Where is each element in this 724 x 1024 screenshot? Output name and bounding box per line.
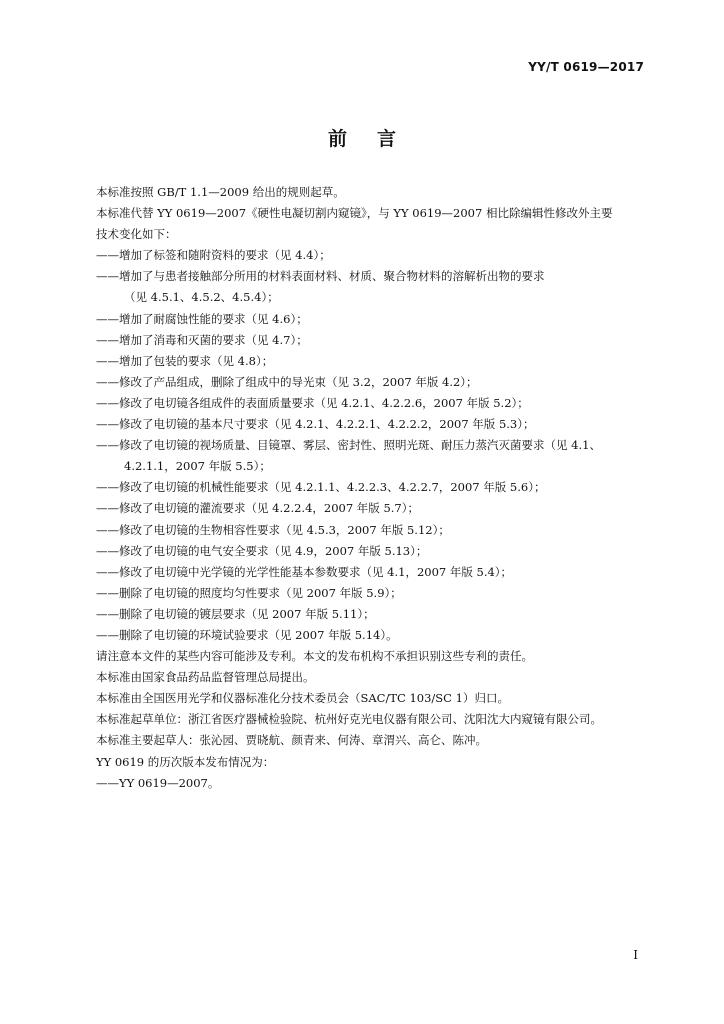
change-item: ——修改了电切镜的灌流要求（见 4.2.2.4，2007 年版 5.7）； <box>96 501 420 516</box>
paragraph-main-drafters: 本标准主要起草人：张沁园、贾晓航、颜青来、何涛、章渭兴、高仑、陈冲。 <box>96 733 487 748</box>
change-item: ——增加了与患者接触部分所用的材料表面材料、材质、聚合物材料的溶解析出物的要求 <box>96 269 545 284</box>
change-item: ——修改了电切镜的电气安全要求（见 4.9，2007 年版 5.13）； <box>96 543 428 558</box>
change-item: ——删除了电切镜的镀层要求（见 2007 年版 5.11）； <box>96 606 375 621</box>
change-item: ——修改了电切镜各组成件的表面质量要求（见 4.2.1、4.2.2.6，2007 年版 5.2）； <box>96 395 529 410</box>
change-item: ——增加了消毒和灭菌的要求（见 4.7）； <box>96 332 308 347</box>
change-item: ——增加了标签和随附资料的要求（见 4.4）； <box>96 248 331 263</box>
document-code: YY/T 0619—2017 <box>528 60 644 74</box>
change-item: ——修改了电切镜的生物相容性要求（见 4.5.3，2007 年版 5.12）； <box>96 522 450 537</box>
change-item: ——修改了电切镜的机械性能要求（见 4.2.1.1、4.2.2.3、4.2.2.7，2007 年版 5.6）； <box>96 480 546 495</box>
foreword-body <box>96 182 656 794</box>
paragraph-patent-notice: 请注意本文件的某些内容可能涉及专利。本文的发布机构不承担识别这些专利的责任。 <box>96 649 533 664</box>
paragraph-drafting-organizations: 本标准起草单位：浙江省医疗器械检验院、杭州好克光电仪器有限公司、沈阳沈大内窥镜有限公司。 <box>96 712 602 727</box>
paragraph-proposed-by: 本标准由国家食品药品监督管理总局提出。 <box>96 670 315 685</box>
paragraph-replacement-line-2: 技术变化如下： <box>96 227 177 242</box>
change-item: ——修改了电切镜的基本尺寸要求（见 4.2.1、4.2.2.1、4.2.2.2，2007 年版 5.3）； <box>96 417 535 432</box>
change-item-continuation: （见 4.5.1、4.5.2、4.5.4）； <box>124 290 279 305</box>
page-number: I <box>633 948 638 962</box>
change-item: ——删除了电切镜的环境试验要求（见 2007 年版 5.14）。 <box>96 627 398 642</box>
paragraph-replacement-line-1: 本标准代替 YY 0619—2007《硬性电凝切割内窥镜》，与 YY 0619—2007 相比除编辑性修改外主要 <box>96 206 613 221</box>
change-item: ——修改了电切镜的视场质量、目镜罩、雾层、密封性、照明光斑、耐压力蒸汽灭菌要求（见 4.1、 <box>96 438 601 453</box>
change-item: ——删除了电切镜的照度均匀性要求（见 2007 年版 5.9）； <box>96 585 402 600</box>
paragraph-drafting-rules: 本标准按照 GB/T 1.1—2009 给出的规则起草。 <box>96 185 345 199</box>
change-item: ——增加了耐腐蚀性能的要求（见 4.6）； <box>96 311 308 326</box>
change-item: ——修改了电切镜中光学镜的光学性能基本参数要求（见 4.1，2007 年版 5.4）； <box>96 564 513 579</box>
change-item-continuation: 4.2.1.1，2007 年版 5.5）； <box>124 459 271 474</box>
change-item: ——增加了包装的要求（见 4.8）； <box>96 353 274 368</box>
page-title: 前言 <box>327 128 426 150</box>
paragraph-version-history: YY 0619 的历次版本发布情况为： <box>96 754 275 769</box>
change-item: ——修改了产品组成，删除了组成中的导光束（见 3.2，2007 年版 4.2）； <box>96 374 478 389</box>
paragraph-under-jurisdiction: 本标准由全国医用光学和仪器标准化分技术委员会（SAC/TC 103/SC 1）归口。 <box>96 691 509 706</box>
paragraph-previous-version: ——YY 0619—2007。 <box>96 775 220 790</box>
